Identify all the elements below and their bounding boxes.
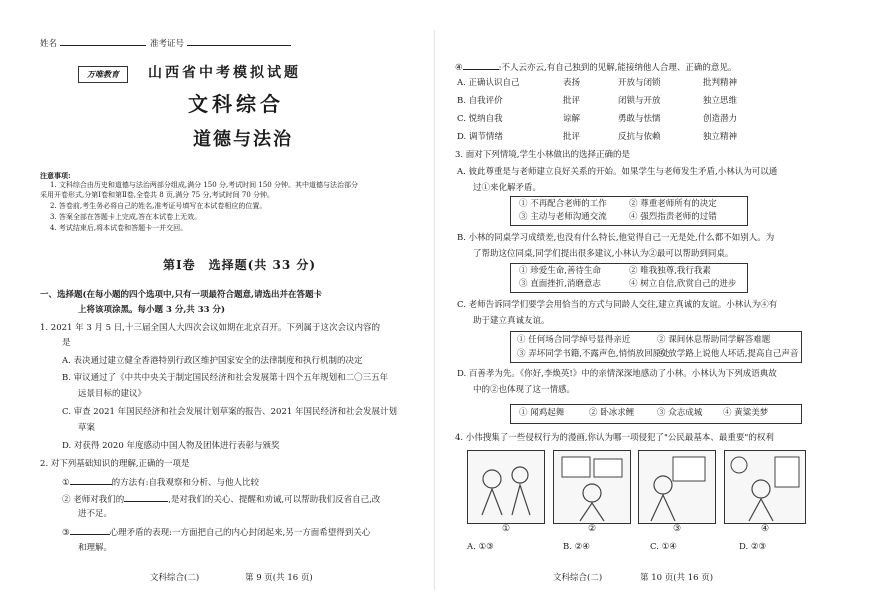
choice-item: ③ 主动与老师沟通交流 [519, 212, 607, 222]
question-3-option-d: 中的②也体现了这一情感。 [473, 385, 576, 395]
question-1-stem: 是 [62, 338, 71, 348]
question-2-item: ② 老师对我们的 ,是对我们的关心、提醒和劝诫,可以帮助我们反省自己,改 [62, 492, 380, 506]
option-cell: 谅解 [563, 114, 581, 124]
publisher-logo: 万唯教育 [78, 66, 128, 83]
option-cell: 独立思维 [703, 96, 738, 106]
option-cell: 批评 [563, 132, 581, 142]
panel-label: ④ [761, 524, 770, 534]
option-label: C. 悦纳自我 [457, 114, 503, 124]
option-cell: 表扬 [563, 78, 581, 88]
choice-item: ② 卧冰求鲤 [589, 408, 635, 418]
cartoon-panel-1 [467, 450, 545, 524]
cartoon-image [554, 451, 630, 523]
choice-item: ④ 树立自信,欣赏自己的进步 [629, 279, 737, 289]
question-2-item: ① 的方法有:自我观察和分析、与他人比较 [62, 475, 259, 489]
option-label: D. 调节情绪 [457, 132, 503, 142]
question-3-option-b: 了帮助这位同桌,同学们提出很多建议,小林认为②最可以帮助到同桌。 [473, 249, 734, 259]
option-cell: 反抗与依赖 [618, 132, 661, 142]
question-2-item: ③ 心理矛盾的表现:一方面把自己的内心封闭起来,另一方面希望得到关心 [62, 525, 370, 539]
footer-page-number: 第 10 页(共 16 页) [640, 573, 714, 583]
choice-item: ③ 弄坏同学书籍,不露声色,悄悄放回原处 [517, 349, 670, 359]
answer-option: D. ②③ [739, 542, 767, 552]
right-page [435, 0, 870, 614]
question-2-item: 和理解。 [78, 543, 113, 553]
choice-item: ① 不再配合老师的工作 [519, 199, 607, 209]
panel-label: ① [502, 524, 511, 534]
question-1-stem: 1. 2021 年 3 月 5 日,十三届全国人大四次会议如期在北京召开。下列属于这次会议内容的 [40, 323, 380, 333]
cartoon-image [639, 451, 715, 523]
option-label: B. 自我评价 [457, 96, 503, 106]
question-1-option-c: 草案 [78, 423, 96, 433]
note-line: 1. 文科综合由历史和道德与法治两部分组成,满分 150 分,考试时间 150 分钟。其中道德与法治部分 [50, 181, 358, 189]
footer-title: 文科综合(二) [150, 573, 200, 583]
question-2-stem: 2. 对下列基础知识的理解,正确的一项是 [40, 459, 190, 469]
option-cell: 独立精神 [703, 132, 738, 142]
choice-box [510, 263, 748, 293]
question-4-stem: 4. 小伟搜集了一些侵权行为的漫画,你认为哪一项侵犯了"公民最基本、最重要"的权利 [455, 433, 774, 443]
question-3-option-c: C. 老师告诉同学们要学会用恰当的方式与同龄人交往,建立真诚的友谊。小林认为④有 [457, 300, 778, 310]
notes-heading: 注意事项: [40, 171, 71, 180]
option-cell: 闭锁与开放 [618, 96, 661, 106]
cartoon-panel-3 [638, 450, 716, 524]
choice-item: ① 任何场合同学绰号显得亲近 [517, 335, 631, 345]
question-3-option-a: 过①来化解矛盾。 [473, 183, 542, 193]
choice-item: ③ 直面挫折,消磨意志 [519, 279, 601, 289]
note-line: 采用开卷形式,分第Ⅰ卷和第Ⅱ卷,全卷共 8 页,满分 75 分,考试时间 70 分钟。 [40, 191, 275, 199]
note-line: 2. 答卷前,考生务必将自己的姓名,准考证号填写在本试卷相应的位置。 [50, 202, 267, 210]
cartoon-panel-4 [724, 450, 806, 524]
question-3-option-a: A. 彼此尊重是与老师建立良好关系的开始。如果学生与老师发生矛盾,小林认为可以通 [457, 167, 778, 177]
name-field [40, 36, 146, 50]
note-line: 4. 考试结束后,将本试卷和答题卡一并交回。 [50, 224, 188, 232]
choice-item: ② 唯我独尊,我行我素 [629, 266, 711, 276]
choice-item: ① 闻鸡起舞 [519, 408, 565, 418]
cartoon-panel-2 [553, 450, 631, 524]
subject-title: 文科综合 [188, 92, 284, 116]
exam-no-label: 准考证号 [150, 39, 185, 49]
section-intro: 一、选择题(在每小题的四个选项中,只有一项最符合题意,请选出并在答题卡 [40, 290, 322, 300]
question-3-option-b: B. 小林的同桌学习成绩差,也没有什么特长,他觉得自己一无是处,什么都不如别人。为 [457, 233, 775, 243]
question-1-option-d: D. 对获得 2020 年度感动中国人物及团体进行表彰与颁奖 [62, 441, 280, 451]
choice-box [510, 331, 802, 363]
question-3-option-c: 助于建立真诚友谊。 [473, 316, 550, 326]
section-title: 第Ⅰ卷 选择题(共 33 分) [163, 258, 317, 272]
choice-item: ② 尊重老师所有的决定 [629, 199, 717, 209]
question-1-option-c: C. 审查 2021 年国民经济和社会发展计划草案的报告、2021 年国民经济和社会发展计划 [62, 407, 397, 417]
question-1-option-b: B. 审议通过了《中共中央关于制定国民经济和社会发展第十四个五年规划和二〇三五年 [62, 373, 389, 383]
answer-option: A. ①③ [467, 542, 494, 552]
question-2-item: ④ :不人云亦云,有自己独到的见解,能接纳他人合理、正确的意见。 [455, 60, 736, 74]
question-3-stem: 3. 面对下列情境,学生小林做出的选择正确的是 [455, 150, 631, 160]
cartoon-image [725, 451, 805, 523]
answer-option: B. ②④ [563, 542, 590, 552]
choice-box [510, 196, 748, 226]
choice-box [510, 404, 802, 424]
option-cell: 勇敢与怯懦 [618, 114, 661, 124]
exam-no-blank [187, 36, 291, 46]
option-label: A. 正确认识自己 [457, 78, 520, 88]
option-cell: 开放与闭锁 [618, 78, 661, 88]
choice-item: ④ 黄粱美梦 [723, 408, 769, 418]
exam-no-field [150, 36, 291, 50]
answer-option: C. ①④ [650, 542, 677, 552]
choice-item: ② 课间休息帮助同学解答难题 [657, 335, 771, 345]
footer-page-number: 第 9 页(共 16 页) [245, 573, 313, 583]
note-line: 3. 答案全部在答题卡上完成,答在本试卷上无效。 [50, 213, 202, 221]
question-1-option-b: 远景目标的建议》 [78, 389, 147, 399]
panel-label: ② [588, 524, 597, 534]
question-3-option-d: D. 百善孝为先。《你好,李焕英!》中的亲情深深地感动了小林。小林认为下列成语典故 [457, 369, 777, 379]
option-cell: 创造潜力 [703, 114, 738, 124]
exam-title: 山西省中考模拟试题 [148, 65, 301, 81]
name-label: 姓名 [40, 39, 58, 49]
cartoon-image [468, 451, 544, 523]
choice-item: ① 珍爱生命,善待生命 [519, 266, 601, 276]
question-2-item: 进不足。 [78, 509, 113, 519]
option-cell: 批评 [563, 96, 581, 106]
question-1-option-a: A. 表决通过建立健全香港特别行政区维护国家安全的法律制度和执行机制的决定 [62, 356, 363, 366]
option-cell: 批判精神 [703, 78, 738, 88]
name-blank [60, 36, 146, 46]
panel-label: ③ [673, 524, 682, 534]
choice-item: ③ 众志成城 [657, 408, 703, 418]
choice-item: ④ 强烈指责老师的过错 [629, 212, 717, 222]
footer-title: 文科综合(二) [553, 573, 603, 583]
subject-subtitle: 道德与法治 [193, 129, 293, 150]
choice-item: ④ 放学路上说他人坏话,提高自己声音 [657, 349, 799, 359]
section-intro: 上将该项涂黑。每小题 3 分,共 33 分) [78, 305, 226, 315]
